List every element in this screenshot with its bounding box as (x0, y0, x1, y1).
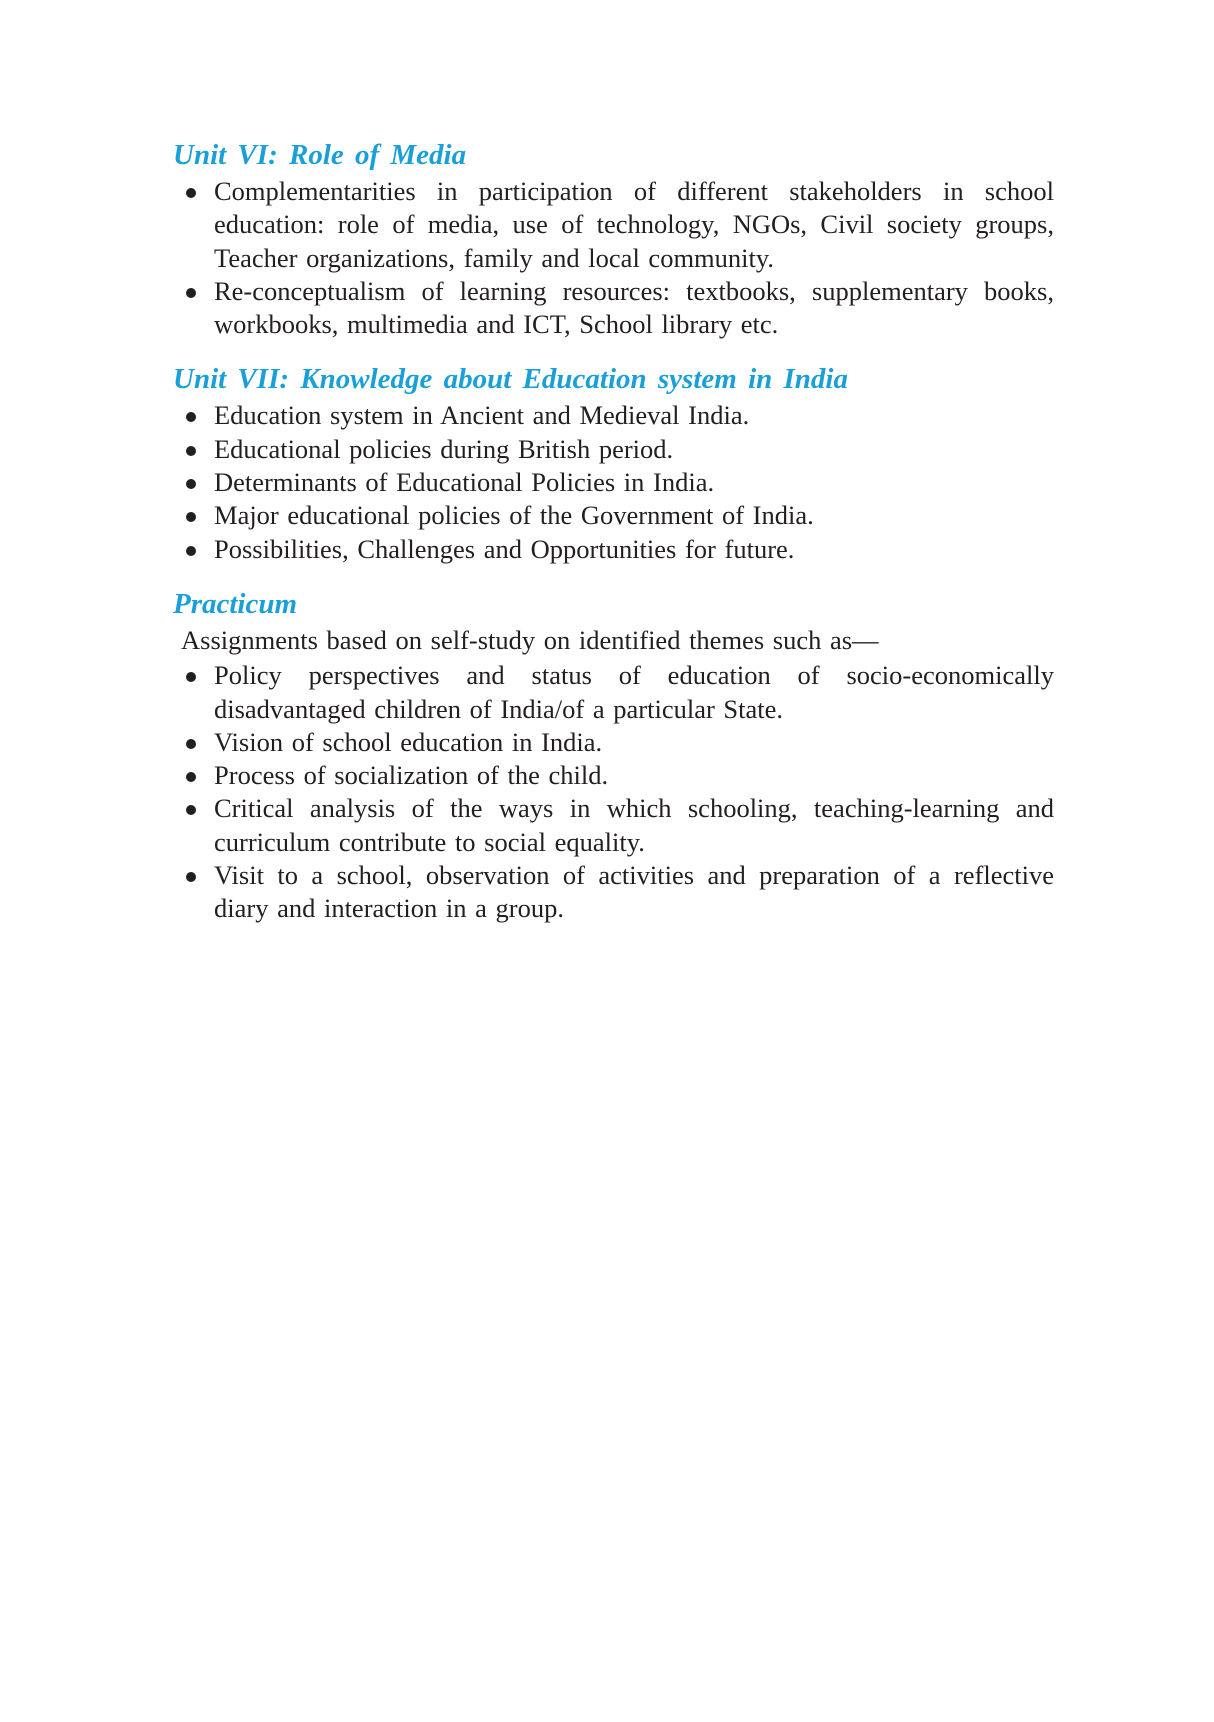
list-item: Visit to a school, observation of activities and preparation of a reflective diary and interaction in a group. (173, 859, 1054, 926)
list-item: Major educational policies of the Government of India. (173, 499, 1054, 532)
unit-vi-list (173, 175, 1054, 341)
bullet-icon (186, 479, 196, 489)
bullet-icon (186, 772, 196, 782)
list-item: Process of socialization of the child. (173, 759, 1054, 792)
list-item: Policy perspectives and status of education of socio-economically disadvantaged children of India/of a particular State. (173, 659, 1054, 726)
unit-vii-list (173, 399, 1054, 565)
bullet-icon (186, 739, 196, 749)
list-item: Determinants of Educational Policies in India. (173, 466, 1054, 499)
practicum-intro: Assignments based on self-study on identified themes such as— (181, 624, 879, 655)
bullet-icon (186, 872, 196, 882)
bullet-icon (186, 288, 196, 298)
list-item: Critical analysis of the ways in which schooling, teaching-learning and curriculum contribute to social equality. (173, 792, 1054, 859)
bullet-icon (186, 672, 196, 682)
bullet-icon (186, 446, 196, 456)
list-item: Re-conceptualism of learning resources: textbooks, supplementary books, workbooks, multimedia and ICT, School library etc. (173, 275, 1054, 342)
list-item: Education system in Ancient and Medieval India. (173, 399, 1054, 432)
list-item: Complementarities in participation of different stakeholders in school education: role of media, use of technology, NGOs, Civil society groups, Teacher organizations, family and local community. (173, 175, 1054, 275)
list-item: Educational policies during British period. (173, 433, 1054, 466)
bullet-icon (186, 188, 196, 198)
bullet-icon (186, 805, 196, 815)
practicum-list (173, 659, 1054, 925)
bullet-icon (186, 512, 196, 522)
bullet-icon (186, 412, 196, 422)
practicum-heading: Practicum (173, 587, 298, 620)
list-item: Vision of school education in India. (173, 726, 1054, 759)
bullet-icon (186, 546, 196, 556)
document-page (173, 137, 1054, 926)
list-item: Possibilities, Challenges and Opportunities for future. (173, 533, 1054, 566)
unit-vi-heading: Unit VI: Role of Media (173, 139, 467, 171)
unit-vii-heading: Unit VII: Knowledge about Education system in India (173, 363, 848, 396)
